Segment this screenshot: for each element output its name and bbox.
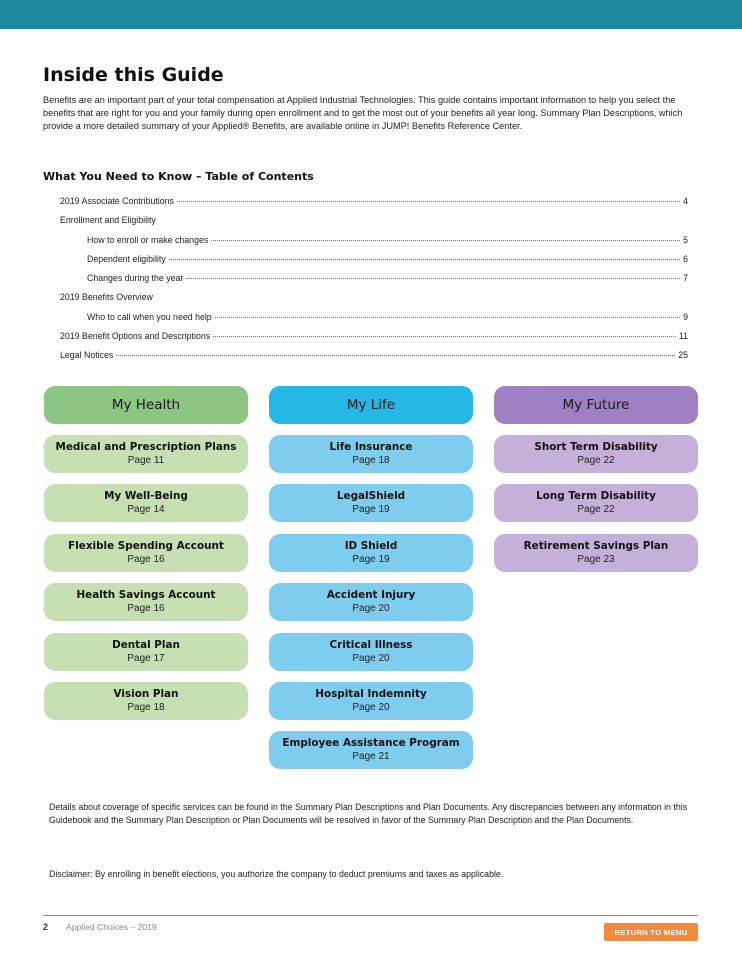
benefit-card[interactable] — [269, 731, 473, 769]
benefit-card-title: Employee Assistance Program — [282, 737, 460, 750]
toc-item-label: How to enroll or make changes — [87, 234, 209, 245]
benefit-card-page: Page 18 — [127, 701, 165, 713]
toc-leader-dots — [169, 259, 680, 260]
benefit-card-page: Page 11 — [127, 455, 165, 466]
benefit-card[interactable] — [269, 682, 473, 720]
benefit-card-title: My Well-Being — [104, 490, 188, 503]
benefit-card[interactable] — [44, 484, 248, 522]
toc-leader-dots — [215, 317, 680, 318]
disclaimer-paragraph: Disclaimer: By enrolling in benefit elections, you authorize the company to deduct premiums and taxes as applicable. — [49, 869, 504, 879]
toc-item-label: Enrollment and Eligibility — [60, 215, 156, 226]
toc-leader-dots — [177, 201, 680, 202]
toc-item-page: 7 — [683, 273, 688, 284]
toc-item[interactable] — [60, 235, 688, 254]
benefit-card-page: Page 19 — [352, 553, 390, 565]
benefit-card-title: ID Shield — [344, 539, 398, 552]
column-my-future — [494, 386, 698, 583]
toc-item[interactable] — [60, 331, 688, 350]
benefit-card-page: Page 22 — [577, 455, 615, 466]
benefit-card-page: Page 23 — [577, 553, 615, 565]
my-future-header: My Future — [494, 386, 698, 424]
benefit-card[interactable] — [269, 484, 473, 522]
benefit-card-title: Vision Plan — [113, 687, 179, 700]
benefit-card-title: Accident Injury — [326, 589, 416, 602]
benefit-card[interactable] — [44, 682, 248, 720]
benefit-card-title: Health Savings Account — [76, 589, 216, 602]
benefit-card-page: Page 14 — [127, 504, 165, 516]
toc-item-page: 6 — [683, 253, 688, 264]
benefit-card[interactable] — [44, 633, 248, 671]
benefit-card-title: Medical and Prescription Plans — [55, 441, 237, 453]
toc-item-page: 5 — [683, 234, 688, 245]
benefit-card-title: Retirement Savings Plan — [523, 539, 669, 552]
benefit-card-title: Short Term Disability — [534, 441, 658, 453]
benefit-card-page: Page 22 — [577, 504, 615, 516]
toc-item-label: 2019 Benefit Options and Descriptions — [60, 331, 211, 342]
benefit-card-title: Life Insurance — [329, 441, 413, 453]
benefit-card-page: Page 16 — [127, 603, 165, 615]
benefit-card[interactable] — [269, 435, 473, 473]
benefit-card[interactable] — [44, 534, 248, 572]
column-my-life — [269, 386, 473, 781]
toc-item-label: Dependent eligibility — [87, 253, 166, 264]
my-health-header: My Health — [44, 386, 248, 424]
header-bar — [0, 0, 742, 29]
benefit-card-page: Page 20 — [352, 652, 390, 664]
return-to-menu-button[interactable]: RETURN TO MENU — [604, 923, 698, 941]
toc-item-page: 11 — [678, 331, 688, 342]
toc-leader-dots — [213, 336, 676, 337]
column-my-health — [44, 386, 248, 731]
benefit-card[interactable] — [494, 534, 698, 572]
benefit-card[interactable] — [44, 583, 248, 621]
benefit-card[interactable] — [269, 534, 473, 572]
toc-item[interactable] — [60, 215, 688, 234]
benefit-card-page: Page 16 — [127, 553, 165, 565]
toc-item-page: 25 — [678, 350, 688, 361]
toc-item-label: Who to call when you need help — [87, 311, 212, 322]
benefit-card[interactable] — [44, 435, 248, 473]
benefit-card-title: Flexible Spending Account — [68, 539, 224, 552]
toc-item-label: 2019 Benefits Overview — [60, 292, 153, 303]
benefit-card-title: Critical Illness — [329, 638, 413, 651]
benefit-card-page: Page 18 — [352, 455, 390, 466]
intro-paragraph: Benefits are an important part of your total compensation at Applied Industrial Technologies. This guide contains important information to help you select the benefits that are right for you and your family during open enrollment and to get the most out of your benefits all year long. Summary Plan Descriptions, which provide a more detailed summary of your Applied® Benefits, are available online in JUMP! Benefits Reference Center. — [43, 95, 683, 131]
benefit-card-page: Page 20 — [352, 701, 390, 713]
table-of-contents — [60, 196, 688, 370]
toc-item-page: 9 — [683, 311, 688, 322]
benefit-card[interactable] — [494, 435, 698, 473]
benefit-card-page: Page 21 — [352, 751, 390, 763]
toc-leader-dots — [186, 278, 680, 279]
footer-divider — [43, 915, 698, 916]
toc-leader-dots — [116, 355, 675, 356]
footer-page-number: 2 — [43, 922, 49, 932]
benefit-card-page: Page 19 — [352, 504, 390, 516]
benefit-card-page: Page 20 — [352, 603, 390, 615]
toc-item-page: 4 — [683, 196, 688, 206]
benefit-card-title: Long Term Disability — [536, 490, 656, 503]
benefit-card-title: Hospital Indemnity — [315, 687, 427, 700]
my-life-header: My Life — [269, 386, 473, 424]
toc-item[interactable] — [60, 254, 688, 273]
toc-item[interactable] — [60, 196, 688, 215]
toc-item-label: Changes during the year — [87, 273, 184, 284]
benefit-card[interactable] — [494, 484, 698, 522]
toc-heading: What You Need to Know – Table of Contents — [43, 170, 314, 183]
benefit-card[interactable] — [269, 633, 473, 671]
toc-item-label: 2019 Associate Contributions — [60, 196, 174, 206]
toc-item[interactable] — [60, 273, 688, 292]
toc-item[interactable] — [60, 350, 688, 369]
benefit-card-title: Dental Plan — [112, 638, 180, 651]
page-title: Inside this Guide — [43, 64, 224, 86]
toc-leader-dots — [211, 240, 680, 241]
benefit-card-page: Page 17 — [127, 652, 165, 664]
toc-item[interactable] — [60, 312, 688, 331]
toc-item-label: Legal Notices — [60, 350, 114, 361]
toc-item[interactable] — [60, 292, 688, 311]
benefit-card-title: LegalShield — [336, 490, 406, 503]
details-paragraph: Details about coverage of specific services can be found in the Summary Plan Descriptions and Plan Documents. Any discrepancies between any information in this Guidebook and the Summary Plan Description or Plan Documents will be resolved in favor of the Summary Plan Description and the Plan Documents. — [49, 802, 688, 825]
benefit-card[interactable] — [269, 583, 473, 621]
footer-text: Applied Choices – 2019 — [66, 922, 157, 932]
